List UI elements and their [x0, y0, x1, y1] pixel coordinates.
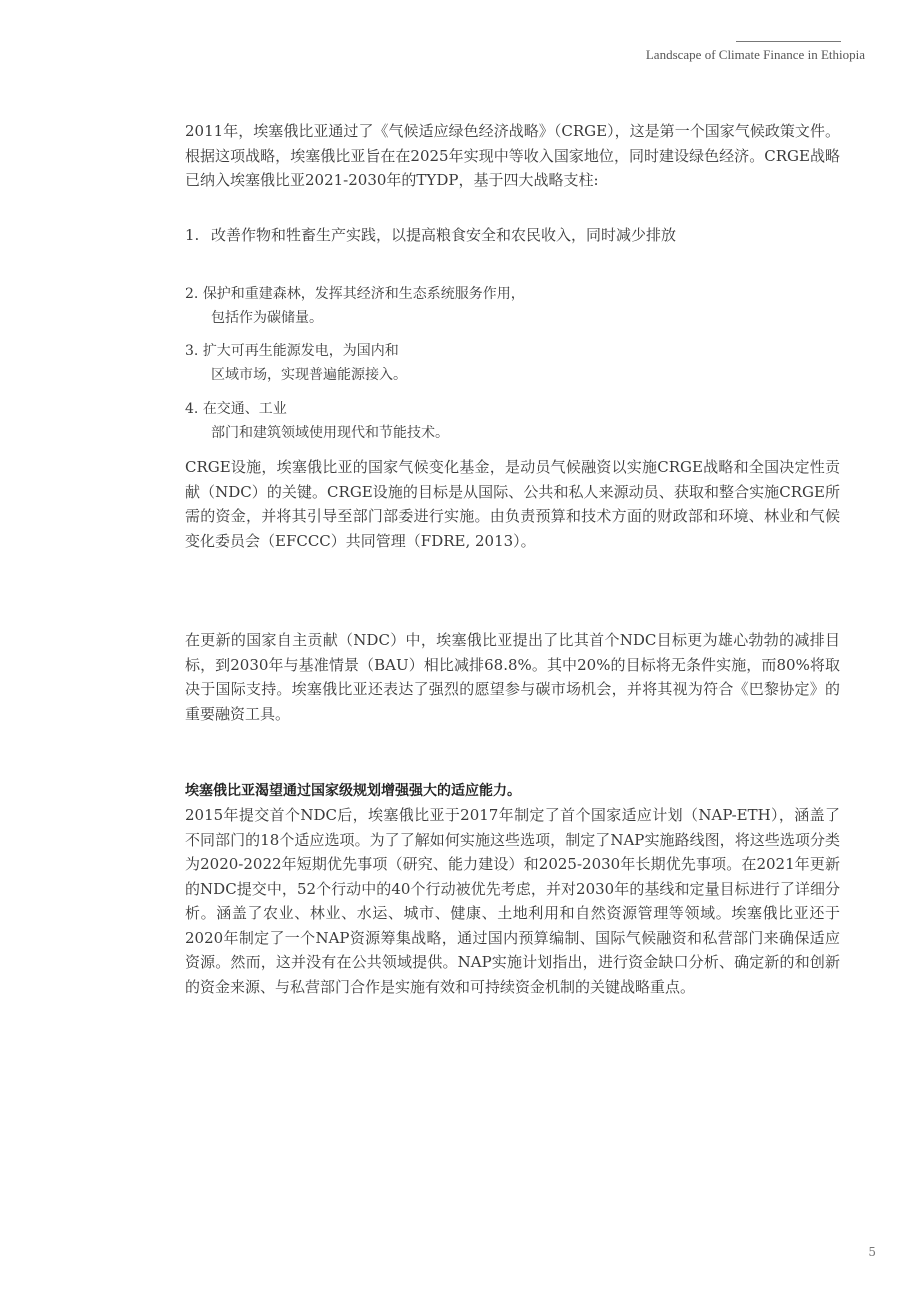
- pillar-text: 扩大可再生能源发电，为国内和: [202, 343, 399, 359]
- pillar-number: 4.: [185, 401, 199, 417]
- pillar-text: 保护和重建森林，发挥其经济和生态系统服务作用，: [202, 286, 525, 302]
- page-number: 5: [868, 1245, 876, 1259]
- pillar-text-continued: 区域市场，实现普遍能源接入。: [211, 367, 407, 383]
- pillar-text-continued: 部门和建筑领域使用现代和节能技术。: [211, 425, 449, 441]
- intro-paragraph: 2011年，埃塞俄比亚通过了《气候适应绿色经济战略》（CRGE），这是第一个国家气候政策文件。根据这项战略，埃塞俄比亚旨在在2025年实现中等收入国家地位，同时建设绿色经济。CRGE战略已纳入埃塞俄比亚2021-2030年的TYDP，基于四大战略支柱:: [185, 122, 840, 189]
- running-header: Landscape of Climate Finance in Ethiopia: [645, 47, 865, 62]
- pillar-text: 在交通、工业: [202, 401, 287, 417]
- crge-facility-paragraph: CRGE设施，埃塞俄比亚的国家气候变化基金，是动员气候融资以实施CRGE战略和全国决定性贡献（NDC）的关键。CRGE设施的目标是从国际、公共和私人来源动员、获取和整合实施CRGE所需的资金，并将其引导至部门部委进行实施。由负责预算和技术方面的财政部和环境、林业和气候变化委员会（EFCCC）共同管理（FDRE, 2013）。: [185, 458, 840, 550]
- pillar-number: 3.: [185, 343, 199, 359]
- pillar-item-3: [185, 339, 840, 387]
- pillar-number: 1.: [185, 226, 200, 244]
- pillar-text: 改善作物和牲畜生产实践，以提高粮食安全和农民收入，同时减少排放: [211, 226, 677, 244]
- header-rule: [736, 41, 841, 42]
- adaptation-heading: 埃塞俄比亚渴望通过国家级规划增强强大的适应能力。: [185, 783, 521, 799]
- ndc-update-paragraph: 在更新的国家自主贡献（NDC）中，埃塞俄比亚提出了比其首个NDC目标更为雄心勃勃的减排目标，到2030年与基准情景（BAU）相比减排68.8%。其中20%的目标将无条件实施，而80%将取决于国际支持。埃塞俄比亚还表达了强烈的愿望参与碳市场机会，并将其视为符合《巴黎协定》的重要融资工具。: [185, 631, 840, 723]
- pillar-item-1: [185, 223, 840, 247]
- pillar-item-4: [185, 397, 840, 445]
- adaptation-paragraph: 2015年提交首个NDC后，埃塞俄比亚于2017年制定了首个国家适应计划（NAP-ETH），涵盖了不同部门的18个适应选项。为了了解如何实施这些选项，制定了NAP实施路线图，将这些选项分类为2020-2022年短期优先事项（研究、能力建设）和2025-2030年长期优先事项。在2021年更新的NDC提交中，52个行动中的40个行动被优先考虑，并对2030年的基线和定量目标进行了详细分析。涵盖了农业、林业、水运、城市、健康、土地利用和自然资源管理等领域。埃塞俄比亚还于2020年制定了一个NAP资源筹集战略，通过国内预算编制、国际气候融资和私营部门来确保适应资源。然而，这并没有在公共领域提供。NAP实施计划指出，进行资金缺口分析、确定新的和创新的资金来源、与私营部门合作是实施有效和可持续资金机制的关键战略重点。: [185, 806, 840, 996]
- pillar-text-continued: 包括作为碳储量。: [211, 310, 323, 326]
- pillar-item-2: [185, 282, 840, 330]
- pillar-number: 2.: [185, 286, 199, 302]
